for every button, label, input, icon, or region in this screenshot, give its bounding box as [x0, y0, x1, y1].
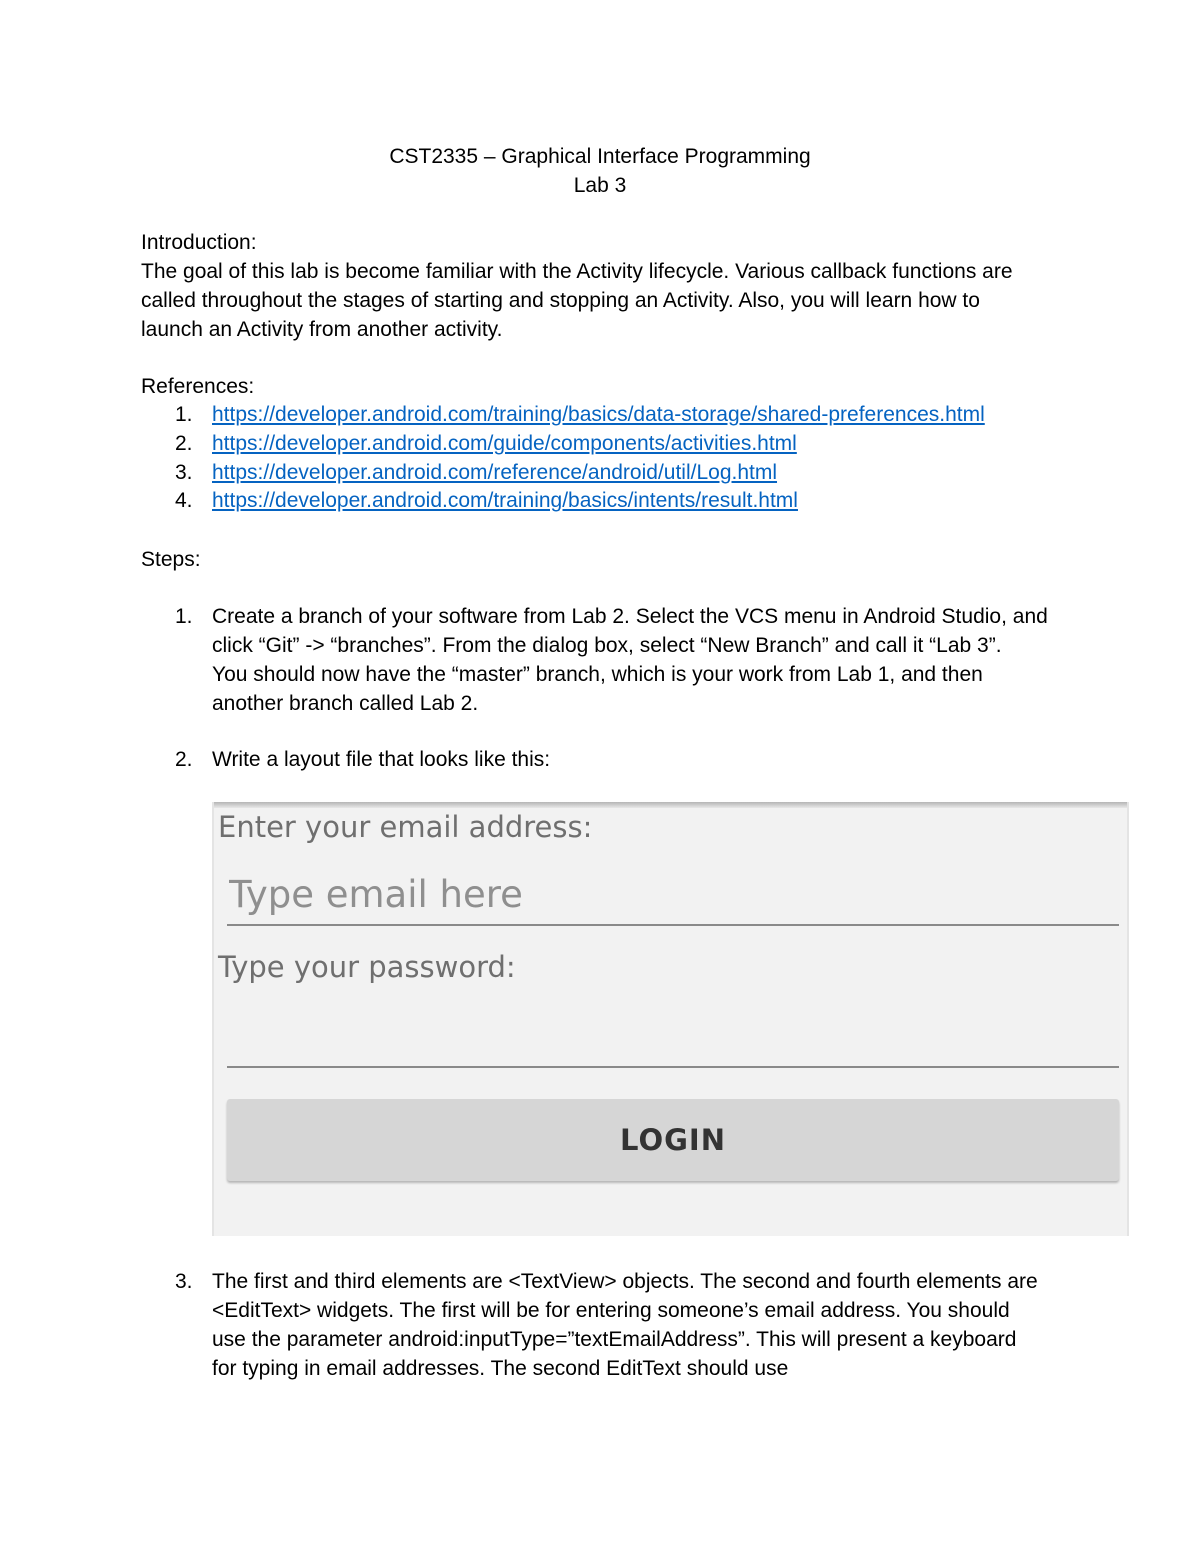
- step-number: 2.: [175, 748, 193, 771]
- step-line: click “Git” -> “branches”. From the dialog box, select “New Branch” and call it “Lab 3”.: [212, 634, 1002, 657]
- step-line: for typing in email addresses. The second EditText should use: [212, 1357, 789, 1380]
- reference-link[interactable]: https://developer.android.com/training/basics/data-storage/shared-preferences.html: [212, 403, 985, 426]
- email-input[interactable]: [227, 864, 1119, 926]
- password-input[interactable]: [227, 1008, 1119, 1068]
- email-label: Enter your email address:: [218, 810, 593, 844]
- step-number: 3.: [175, 1270, 193, 1293]
- step-number: 1.: [175, 605, 193, 628]
- step-line: Create a branch of your software from Lab 2. Select the VCS menu in Android Studio, and: [212, 605, 1048, 628]
- introduction-line: The goal of this lab is become familiar with the Activity lifecycle. Various callback functions are: [141, 260, 1013, 283]
- course-title: CST2335 – Graphical Interface Programming: [389, 145, 811, 168]
- step-line: another branch called Lab 2.: [212, 692, 479, 715]
- step-line: You should now have the “master” branch, which is your work from Lab 1, and then: [212, 663, 983, 686]
- screenshot-top-shadow: [214, 802, 1127, 808]
- reference-number: 2.: [175, 432, 193, 455]
- reference-number: 4.: [175, 489, 193, 512]
- introduction-line: called throughout the stages of starting and stopping an Activity. Also, you will learn how to: [141, 289, 980, 312]
- reference-link[interactable]: https://developer.android.com/training/basics/intents/result.html: [212, 489, 798, 512]
- step-line: Write a layout file that looks like this:: [212, 748, 551, 771]
- introduction-heading: Introduction:: [141, 231, 257, 254]
- step-line: The first and third elements are <TextView> objects. The second and fourth elements are: [212, 1270, 1038, 1293]
- login-button[interactable]: LOGIN: [227, 1099, 1119, 1181]
- reference-link[interactable]: https://developer.android.com/reference/android/util/Log.html: [212, 461, 778, 484]
- introduction-line: launch an Activity from another activity.: [141, 318, 503, 341]
- steps-heading: Steps:: [141, 548, 201, 571]
- step-line: use the parameter android:inputType=”textEmailAddress”. This will present a keyboard: [212, 1328, 1017, 1351]
- step-line: <EditText> widgets. The first will be for entering someone’s email address. You should: [212, 1299, 1010, 1322]
- reference-number: 1.: [175, 403, 193, 426]
- layout-screenshot: [212, 802, 1129, 1236]
- password-label: Type your password:: [218, 950, 516, 984]
- references-heading: References:: [141, 375, 255, 398]
- reference-link[interactable]: https://developer.android.com/guide/components/activities.html: [212, 432, 797, 455]
- lab-title: Lab 3: [573, 174, 627, 197]
- reference-number: 3.: [175, 461, 193, 484]
